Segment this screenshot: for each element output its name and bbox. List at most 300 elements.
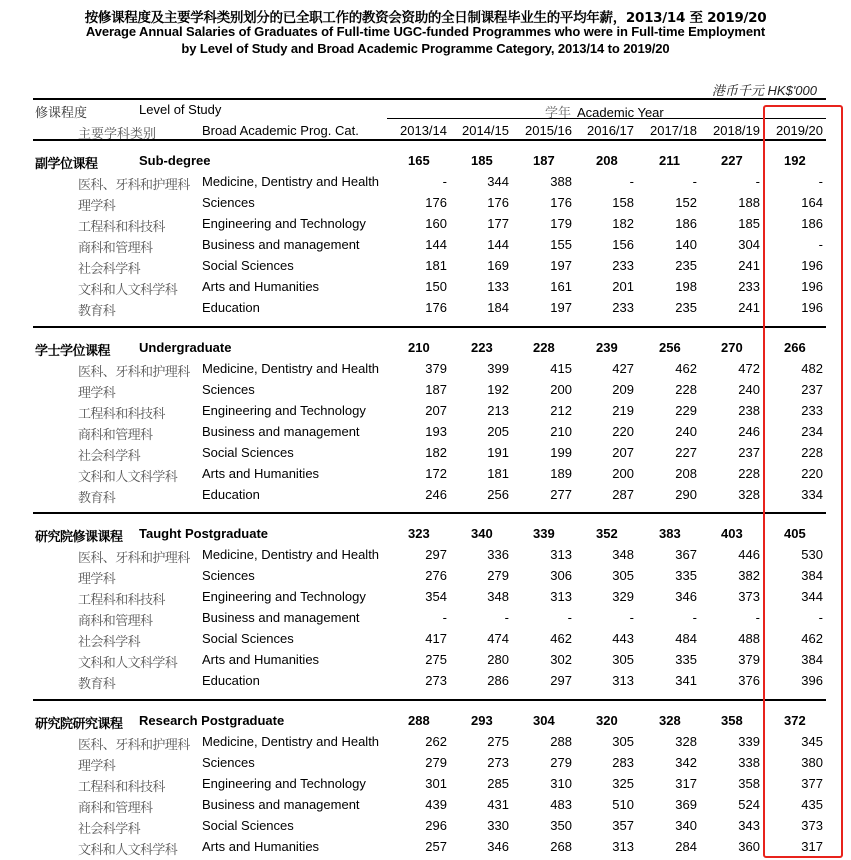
unit-en: HK$'000: [767, 83, 817, 98]
salary-cell: 313: [550, 547, 572, 562]
salary-cell: 462: [801, 631, 823, 646]
salary-cell: 484: [675, 631, 697, 646]
section-total-cell: 187: [533, 153, 555, 168]
header-category-zh: 主要学科类别: [78, 126, 157, 141]
salary-cell: 229: [675, 403, 697, 418]
salary-cell: 305: [612, 568, 634, 583]
salary-cell: 207: [612, 445, 634, 460]
header-level-en: Level of Study: [139, 102, 222, 117]
salary-cell: -: [818, 610, 823, 625]
year-column-header: 2017/18: [650, 123, 697, 138]
salary-cell: 290: [675, 487, 697, 502]
category-label-zh: 医科、牙科和护理科: [78, 365, 190, 380]
category-label-en: Business and management: [202, 610, 360, 625]
category-label-en: Education: [202, 487, 260, 502]
category-label-zh: 文科和人文科学科: [78, 843, 178, 858]
section-total-cell: 405: [784, 526, 806, 541]
category-label-en: Business and management: [202, 797, 360, 812]
salary-cell: 297: [425, 547, 447, 562]
category-label-zh: 工程科和科技科: [78, 780, 165, 795]
salary-cell: 510: [612, 797, 634, 812]
category-label-en: Business and management: [202, 237, 360, 252]
salary-cell: 241: [738, 258, 760, 273]
salary-cell: 209: [612, 382, 634, 397]
salary-cell: 198: [675, 279, 697, 294]
salary-cell: 329: [612, 589, 634, 604]
salary-cell: 482: [801, 361, 823, 376]
salary-cell: 379: [738, 652, 760, 667]
salary-cell: 201: [612, 279, 634, 294]
header-academic-year-zh: 学年: [545, 105, 572, 120]
section-total-cell: 320: [596, 713, 618, 728]
salary-cell: 188: [738, 195, 760, 210]
salary-cell: 427: [612, 361, 634, 376]
salary-cell: 193: [425, 424, 447, 439]
salary-cell: 328: [675, 734, 697, 749]
salary-cell: 524: [738, 797, 760, 812]
salary-cell: 150: [425, 279, 447, 294]
category-label-en: Arts and Humanities: [202, 652, 320, 667]
salary-cell: 275: [425, 652, 447, 667]
category-label-en: Sciences: [202, 755, 255, 770]
salary-cell: 417: [425, 631, 447, 646]
salary-cell: 179: [550, 216, 572, 231]
salary-cell: -: [755, 174, 760, 189]
salary-cell: 313: [550, 589, 572, 604]
salary-cell: 235: [675, 258, 697, 273]
category-label-zh: 商科和管理科: [78, 241, 153, 256]
salary-cell: 305: [612, 734, 634, 749]
category-label-zh: 社会科学科: [78, 822, 141, 837]
category-label-zh: 商科和管理科: [78, 614, 153, 629]
category-label-en: Sciences: [202, 382, 255, 397]
salary-cell: 304: [738, 237, 760, 252]
category-label-zh: 教育科: [78, 491, 116, 506]
salary-cell: 192: [487, 382, 509, 397]
salary-cell: 164: [801, 195, 823, 210]
salary-cell: 199: [550, 445, 572, 460]
salary-cell: -: [818, 174, 823, 189]
category-label-en: Engineering and Technology: [202, 216, 366, 231]
category-label-zh: 理学科: [78, 759, 116, 774]
salary-cell: 384: [801, 652, 823, 667]
section-total-cell: 256: [659, 340, 681, 355]
section-total-cell: 227: [721, 153, 743, 168]
category-label-zh: 文科和人文科学科: [78, 283, 178, 298]
salary-cell: 330: [487, 818, 509, 833]
salary-cell: 446: [738, 547, 760, 562]
salary-cell: 350: [550, 818, 572, 833]
salary-cell: 182: [425, 445, 447, 460]
salary-cell: 273: [425, 673, 447, 688]
salary-cell: 208: [675, 466, 697, 481]
section-total-cell: 340: [471, 526, 493, 541]
salary-cell: 344: [801, 589, 823, 604]
salary-cell: -: [442, 174, 447, 189]
category-label-en: Arts and Humanities: [202, 839, 320, 854]
salary-cell: 325: [612, 776, 634, 791]
salary-cell: 257: [425, 839, 447, 854]
salary-cell: 328: [738, 487, 760, 502]
salary-cell: 297: [550, 673, 572, 688]
section-title-zh: 研究院研究课程: [35, 717, 123, 732]
category-label-zh: 教育科: [78, 677, 116, 692]
salary-cell: 283: [612, 755, 634, 770]
salary-cell: 240: [738, 382, 760, 397]
salary-cell: 286: [487, 673, 509, 688]
title-english-line1: Average Annual Salaries of Graduates of Full-time UGC-funded Programmes who were in Full-time Employment: [85, 24, 766, 39]
section-total-cell: 223: [471, 340, 493, 355]
salary-cell: 161: [550, 279, 572, 294]
salary-cell: 280: [487, 652, 509, 667]
salary-cell: 213: [487, 403, 509, 418]
category-label-en: Medicine, Dentistry and Health: [202, 547, 380, 562]
salary-cell: 246: [738, 424, 760, 439]
category-label-zh: 工程科和科技科: [78, 593, 165, 608]
salary-cell: 313: [612, 673, 634, 688]
salary-cell: 152: [675, 195, 697, 210]
salary-cell: 177: [487, 216, 509, 231]
category-label-en: Medicine, Dentistry and Health: [202, 174, 380, 189]
category-label-en: Arts and Humanities: [202, 279, 320, 294]
section-total-cell: 323: [408, 526, 430, 541]
title-chinese: 按修课程度及主要学科类别划分的已全职工作的教资会资助的全日制课程毕业生的平均年薪，2013/14 至 2019/20: [84, 10, 767, 26]
section-total-cell: 192: [784, 153, 806, 168]
section-total-cell: 270: [721, 340, 743, 355]
section-title-zh: 学士学位课程: [35, 344, 111, 359]
section-total-cell: 228: [533, 340, 555, 355]
salary-cell: -: [818, 237, 823, 252]
salary-cell: 462: [675, 361, 697, 376]
category-label-en: Education: [202, 300, 260, 315]
salary-cell: 182: [612, 216, 634, 231]
section-total-cell: 208: [596, 153, 618, 168]
salary-cell: 301: [425, 776, 447, 791]
salary-cell: 382: [738, 568, 760, 583]
category-label-en: Social Sciences: [202, 818, 294, 833]
salary-cell: 189: [550, 466, 572, 481]
section-total-cell: 372: [784, 713, 806, 728]
salary-cell: 200: [612, 466, 634, 481]
header-level-zh: 修课程度: [35, 105, 88, 120]
salary-cell: 233: [612, 300, 634, 315]
category-label-en: Social Sciences: [202, 631, 294, 646]
salary-cell: 334: [801, 487, 823, 502]
category-label-en: Education: [202, 673, 260, 688]
salary-cell: 338: [738, 755, 760, 770]
salary-cell: 240: [675, 424, 697, 439]
salary-cell: 388: [550, 174, 572, 189]
category-label-en: Social Sciences: [202, 258, 294, 273]
salary-cell: 169: [487, 258, 509, 273]
salary-cell: 313: [612, 839, 634, 854]
category-label-zh: 社会科学科: [78, 635, 141, 650]
salary-cell: 262: [425, 734, 447, 749]
salary-cell: 367: [675, 547, 697, 562]
salary-cell: 133: [487, 279, 509, 294]
salary-cell: 181: [425, 258, 447, 273]
title-english-line2: by Level of Study and Broad Academic Programme Category, 2013/14 to 2019/20: [181, 41, 670, 56]
category-label-en: Arts and Humanities: [202, 466, 320, 481]
category-label-zh: 工程科和科技科: [78, 220, 165, 235]
salary-cell: 140: [675, 237, 697, 252]
salary-cell: 344: [487, 174, 509, 189]
salary-cell: 431: [487, 797, 509, 812]
salary-cell: 196: [801, 258, 823, 273]
salary-cell: 279: [425, 755, 447, 770]
salary-cell: 220: [612, 424, 634, 439]
salary-cell: 176: [425, 195, 447, 210]
salary-cell: 339: [738, 734, 760, 749]
category-label-zh: 文科和人文科学科: [78, 656, 178, 671]
unit-label: [712, 80, 817, 99]
salary-cell: 340: [675, 818, 697, 833]
category-label-zh: 文科和人文科学科: [78, 470, 178, 485]
header-academic-year-en: Academic Year: [577, 105, 664, 120]
year-column-header: 2014/15: [462, 123, 509, 138]
salary-cell: -: [755, 610, 760, 625]
salary-cell: 336: [487, 547, 509, 562]
salary-cell: 279: [487, 568, 509, 583]
salary-cell: 268: [550, 839, 572, 854]
salary-cell: 160: [425, 216, 447, 231]
salary-cell: 377: [801, 776, 823, 791]
salary-cell: 380: [801, 755, 823, 770]
category-label-en: Sciences: [202, 195, 255, 210]
salary-cell: 354: [425, 589, 447, 604]
category-label-zh: 理学科: [78, 386, 116, 401]
salary-cell: 186: [675, 216, 697, 231]
salary-cell: 144: [425, 237, 447, 252]
category-label-zh: 理学科: [78, 199, 116, 214]
salary-cell: 396: [801, 673, 823, 688]
salary-cell: 228: [738, 466, 760, 481]
salary-cell: 176: [550, 195, 572, 210]
salary-cell: 284: [675, 839, 697, 854]
salary-cell: -: [567, 610, 572, 625]
salary-cell: 158: [612, 195, 634, 210]
salary-cell: 488: [738, 631, 760, 646]
salary-cell: 237: [738, 445, 760, 460]
salary-cell: 181: [487, 466, 509, 481]
category-label-en: Sciences: [202, 568, 255, 583]
section-total-cell: 288: [408, 713, 430, 728]
section-total-cell: 339: [533, 526, 555, 541]
header-academic-year: [545, 102, 664, 121]
salary-cell: 156: [612, 237, 634, 252]
salary-cell: 305: [612, 652, 634, 667]
salary-cell: 317: [675, 776, 697, 791]
salary-cell: 228: [801, 445, 823, 460]
year-column-header: 2019/20: [776, 123, 823, 138]
salary-cell: 443: [612, 631, 634, 646]
salary-cell: 186: [801, 216, 823, 231]
salary-cell: 233: [801, 403, 823, 418]
category-label-en: Social Sciences: [202, 445, 294, 460]
salary-cell: 306: [550, 568, 572, 583]
salary-cell: 235: [675, 300, 697, 315]
salary-cell: 346: [675, 589, 697, 604]
year-column-header: 2018/19: [713, 123, 760, 138]
salary-cell: 346: [487, 839, 509, 854]
salary-cell: -: [629, 610, 634, 625]
salary-cell: 233: [738, 279, 760, 294]
salary-cell: -: [692, 174, 697, 189]
section-title-en: Research Postgraduate: [139, 713, 285, 728]
section-total-cell: 293: [471, 713, 493, 728]
category-label-zh: 医科、牙科和护理科: [78, 178, 190, 193]
salary-cell: 373: [738, 589, 760, 604]
salary-cell: 369: [675, 797, 697, 812]
salary-cell: 343: [738, 818, 760, 833]
year-column-header: 2015/16: [525, 123, 572, 138]
salary-cell: 348: [487, 589, 509, 604]
salary-cell: 207: [425, 403, 447, 418]
category-label-zh: 医科、牙科和护理科: [78, 738, 190, 753]
salary-cell: 317: [801, 839, 823, 854]
salary-cell: 246: [425, 487, 447, 502]
salary-cell: 341: [675, 673, 697, 688]
section-total-cell: 358: [721, 713, 743, 728]
salary-cell: 530: [801, 547, 823, 562]
salary-cell: 200: [550, 382, 572, 397]
salary-cell: 197: [550, 258, 572, 273]
salary-cell: 379: [425, 361, 447, 376]
salary-cell: 384: [801, 568, 823, 583]
salary-cell: 228: [675, 382, 697, 397]
category-label-zh: 社会科学科: [78, 262, 141, 277]
salary-cell: 472: [738, 361, 760, 376]
category-label-zh: 商科和管理科: [78, 801, 153, 816]
salary-cell: 373: [801, 818, 823, 833]
section-title-en: Taught Postgraduate: [139, 526, 269, 541]
section-total-cell: 239: [596, 340, 618, 355]
salary-cell: 439: [425, 797, 447, 812]
salary-cell: 256: [487, 487, 509, 502]
section-total-cell: 165: [408, 153, 430, 168]
salary-cell: 358: [738, 776, 760, 791]
salary-cell: 212: [550, 403, 572, 418]
salary-cell: 185: [738, 216, 760, 231]
salary-cell: 335: [675, 568, 697, 583]
category-label-zh: 工程科和科技科: [78, 407, 165, 422]
section-rule: [33, 512, 826, 514]
section-total-cell: 328: [659, 713, 681, 728]
salary-cell: 184: [487, 300, 509, 315]
salary-cell: 196: [801, 279, 823, 294]
salary-cell: 205: [487, 424, 509, 439]
salary-cell: 462: [550, 631, 572, 646]
category-label-en: Medicine, Dentistry and Health: [202, 361, 380, 376]
category-label-en: Business and management: [202, 424, 360, 439]
salary-cell: 176: [487, 195, 509, 210]
table-top-rule: [33, 98, 826, 100]
salary-cell: 234: [801, 424, 823, 439]
salary-cell: 176: [425, 300, 447, 315]
year-column-header: 2013/14: [400, 123, 447, 138]
salary-cell: 357: [612, 818, 634, 833]
category-label-en: Engineering and Technology: [202, 776, 366, 791]
category-label-zh: 理学科: [78, 572, 116, 587]
salary-cell: 287: [612, 487, 634, 502]
salary-cell: 241: [738, 300, 760, 315]
category-label-zh: 医科、牙科和护理科: [78, 551, 190, 566]
salary-cell: 302: [550, 652, 572, 667]
section-rule: [33, 699, 826, 701]
section-title-zh: 研究院修课课程: [35, 530, 123, 545]
salary-cell: 277: [550, 487, 572, 502]
salary-cell: 196: [801, 300, 823, 315]
salary-cell: 279: [550, 755, 572, 770]
salary-cell: 399: [487, 361, 509, 376]
salary-cell: 435: [801, 797, 823, 812]
category-label-zh: 教育科: [78, 304, 116, 319]
highlight-box-2019-20: [763, 105, 843, 858]
salary-cell: 276: [425, 568, 447, 583]
salary-cell: 238: [738, 403, 760, 418]
salary-cell: 360: [738, 839, 760, 854]
section-total-cell: 211: [659, 153, 680, 168]
salary-cell: 220: [801, 466, 823, 481]
salary-cell: 348: [612, 547, 634, 562]
salary-cell: 342: [675, 755, 697, 770]
section-rule: [33, 326, 826, 328]
section-total-cell: 266: [784, 340, 806, 355]
salary-cell: 275: [487, 734, 509, 749]
salary-cell: 310: [550, 776, 572, 791]
salary-cell: 233: [612, 258, 634, 273]
salary-cell: 288: [550, 734, 572, 749]
salary-cell: 285: [487, 776, 509, 791]
salary-cell: 219: [612, 403, 634, 418]
year-column-header: 2016/17: [587, 123, 634, 138]
salary-cell: -: [629, 174, 634, 189]
section-total-cell: 403: [721, 526, 743, 541]
unit-zh: 港币千元: [711, 83, 764, 98]
section-title-en: Sub-degree: [139, 153, 211, 168]
section-total-cell: 304: [533, 713, 555, 728]
category-label-zh: 社会科学科: [78, 449, 141, 464]
header-category-en: Broad Academic Prog. Cat.: [202, 123, 359, 138]
salary-cell: 273: [487, 755, 509, 770]
section-total-cell: 185: [471, 153, 493, 168]
salary-cell: -: [504, 610, 509, 625]
section-title-zh: 副学位课程: [35, 157, 98, 172]
salary-cell: 155: [550, 237, 572, 252]
section-total-cell: 352: [596, 526, 618, 541]
salary-cell: 376: [738, 673, 760, 688]
salary-cell: -: [692, 610, 697, 625]
salary-cell: 172: [425, 466, 447, 481]
salary-cell: 197: [550, 300, 572, 315]
salary-cell: 296: [425, 818, 447, 833]
salary-cell: 483: [550, 797, 572, 812]
salary-cell: -: [442, 610, 447, 625]
salary-cell: 345: [801, 734, 823, 749]
salary-cell: 187: [425, 382, 447, 397]
salary-cell: 191: [487, 445, 509, 460]
category-label-en: Engineering and Technology: [202, 589, 366, 604]
salary-cell: 415: [550, 361, 572, 376]
section-total-cell: 383: [659, 526, 681, 541]
category-label-en: Engineering and Technology: [202, 403, 366, 418]
salary-cell: 227: [675, 445, 697, 460]
salary-cell: 335: [675, 652, 697, 667]
section-total-cell: 210: [408, 340, 430, 355]
salary-cell: 237: [801, 382, 823, 397]
salary-cell: 210: [550, 424, 572, 439]
category-label-en: Medicine, Dentistry and Health: [202, 734, 380, 749]
